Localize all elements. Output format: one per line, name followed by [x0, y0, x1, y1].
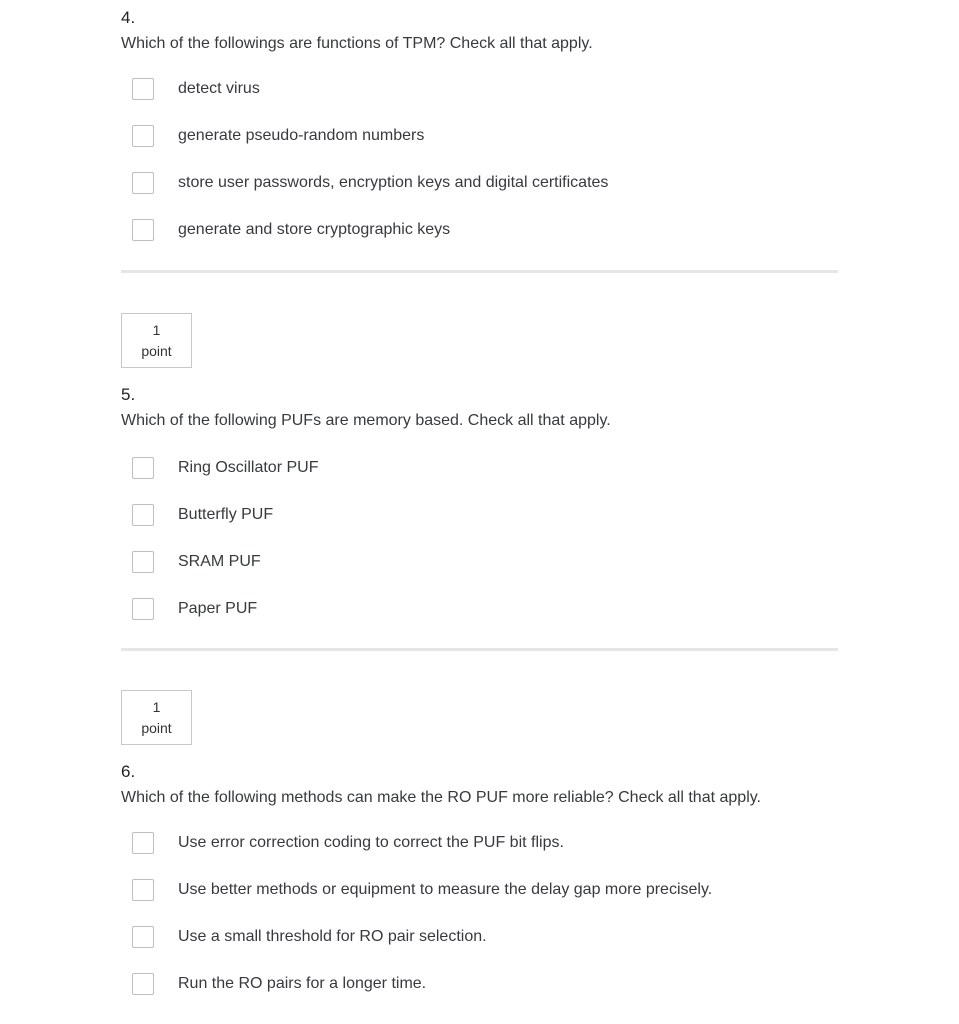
- option-item[interactable]: [121, 585, 838, 632]
- option-label: Use error correction coding to correct the PUF bit flips.: [178, 833, 564, 851]
- checkbox[interactable]: [132, 551, 154, 573]
- points-badge: [121, 313, 192, 368]
- checkbox[interactable]: [132, 879, 154, 901]
- option-label: generate and store cryptographic keys: [178, 220, 451, 238]
- option-item[interactable]: [121, 159, 838, 206]
- option-item[interactable]: [121, 913, 838, 960]
- points-badge: [121, 690, 192, 745]
- option-item[interactable]: [121, 206, 838, 253]
- options-list: [121, 65, 838, 253]
- question-text: Which of the following PUFs are memory based. Check all that apply.: [121, 412, 611, 429]
- points-value: 1: [152, 698, 161, 715]
- checkbox[interactable]: [132, 219, 154, 241]
- question-4: [121, 8, 838, 253]
- question-number: 4.: [121, 8, 136, 27]
- question-text: Which of the following methods can make the RO PUF more reliable? Check all that apply.: [121, 789, 761, 806]
- option-label: detect virus: [178, 79, 260, 97]
- option-item[interactable]: [121, 112, 838, 159]
- option-item[interactable]: [121, 960, 838, 1007]
- option-label: Ring Oscillator PUF: [178, 458, 319, 476]
- checkbox[interactable]: [132, 172, 154, 194]
- points-unit: point: [141, 342, 172, 359]
- option-item[interactable]: [121, 538, 838, 585]
- divider: [121, 270, 838, 273]
- option-label: Use a small threshold for RO pair selection.: [178, 927, 487, 945]
- points-value: 1: [152, 321, 161, 338]
- option-item[interactable]: [121, 444, 838, 491]
- option-label: Butterfly PUF: [178, 505, 274, 523]
- options-list: [121, 444, 838, 632]
- checkbox[interactable]: [132, 125, 154, 147]
- checkbox[interactable]: [132, 504, 154, 526]
- question-text: Which of the followings are functions of TPM? Check all that apply.: [121, 35, 593, 52]
- checkbox[interactable]: [132, 973, 154, 995]
- option-item[interactable]: [121, 491, 838, 538]
- option-label: store user passwords, encryption keys and digital certificates: [178, 173, 609, 191]
- option-label: Use better methods or equipment to measure the delay gap more precisely.: [178, 880, 713, 898]
- question-5: [121, 385, 838, 632]
- option-label: generate pseudo-random numbers: [178, 126, 425, 144]
- option-item[interactable]: [121, 819, 838, 866]
- option-label: SRAM PUF: [178, 552, 261, 570]
- question-number: 5.: [121, 385, 136, 404]
- checkbox[interactable]: [132, 598, 154, 620]
- options-list: [121, 819, 838, 1007]
- checkbox[interactable]: [132, 832, 154, 854]
- option-label: Paper PUF: [178, 599, 258, 617]
- checkbox[interactable]: [132, 926, 154, 948]
- checkbox[interactable]: [132, 457, 154, 479]
- option-label: Run the RO pairs for a longer time.: [178, 974, 427, 992]
- option-item[interactable]: [121, 65, 838, 112]
- points-unit: point: [141, 719, 172, 736]
- option-item[interactable]: [121, 866, 838, 913]
- question-number: 6.: [121, 762, 136, 781]
- checkbox[interactable]: [132, 78, 154, 100]
- question-6: [121, 762, 838, 1007]
- divider: [121, 648, 838, 651]
